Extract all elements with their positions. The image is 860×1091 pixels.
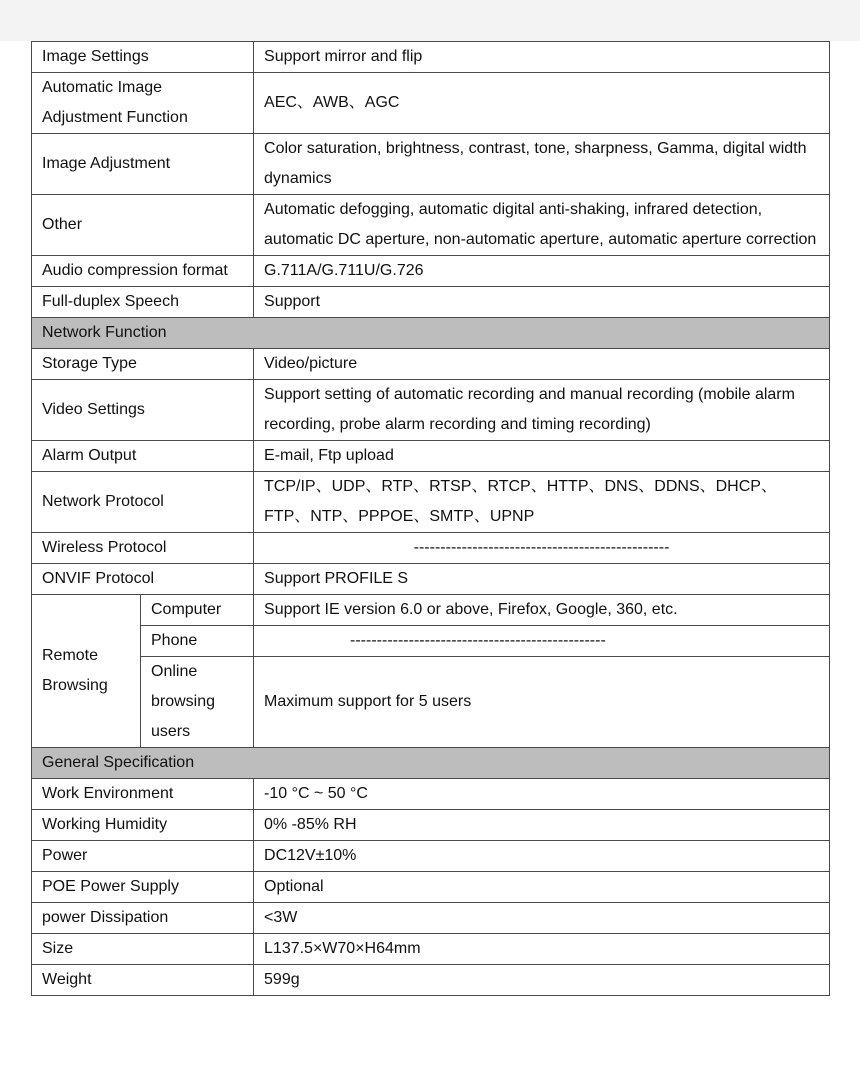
row-label: Video Settings	[32, 380, 254, 441]
row-value: <3W	[254, 903, 830, 934]
table-row	[32, 657, 830, 748]
table-row	[32, 810, 830, 841]
section-header-row	[32, 748, 830, 779]
row-label: Power	[32, 841, 254, 872]
table-row	[32, 965, 830, 996]
row-label: POE Power Supply	[32, 872, 254, 903]
sub-label: Computer	[141, 595, 254, 626]
row-value: L137.5×W70×H64mm	[254, 934, 830, 965]
sub-label: Online browsing users	[141, 657, 254, 748]
row-label: Wireless Protocol	[32, 533, 254, 564]
row-label: Automatic Image Adjustment Function	[32, 73, 254, 134]
table-row	[32, 349, 830, 380]
row-value: Support mirror and flip	[254, 42, 830, 73]
table-row	[32, 903, 830, 934]
row-value: Video/picture	[254, 349, 830, 380]
table-row	[32, 380, 830, 441]
row-value: TCP/IP、UDP、RTP、RTSP、RTCP、HTTP、DNS、DDNS、DHCP、FTP、NTP、PPPOE、SMTP、UPNP	[254, 472, 830, 533]
row-label: ONVIF Protocol	[32, 564, 254, 595]
row-value: AEC、AWB、AGC	[254, 73, 830, 134]
row-label: Image Adjustment	[32, 134, 254, 195]
table-row	[32, 195, 830, 256]
row-value: Support	[254, 287, 830, 318]
section-title: General Specification	[32, 748, 830, 779]
row-value: DC12V±10%	[254, 841, 830, 872]
row-value: Support IE version 6.0 or above, Firefox, Google, 360, etc.	[254, 595, 830, 626]
row-label: Audio compression format	[32, 256, 254, 287]
row-label: Network Protocol	[32, 472, 254, 533]
table-row	[32, 779, 830, 810]
row-value: G.711A/G.711U/G.726	[254, 256, 830, 287]
table-row	[32, 441, 830, 472]
row-value: 599g	[254, 965, 830, 996]
table-row	[32, 564, 830, 595]
table-row	[32, 872, 830, 903]
row-label: Weight	[32, 965, 254, 996]
table-row	[32, 841, 830, 872]
row-label: Other	[32, 195, 254, 256]
row-label: Size	[32, 934, 254, 965]
table-row	[32, 73, 830, 134]
remote-browsing-label: Remote Browsing	[32, 595, 141, 748]
section-title: Network Function	[32, 318, 830, 349]
row-value: -10 °C ~ 50 °C	[254, 779, 830, 810]
row-label: Image Settings	[32, 42, 254, 73]
table-row	[32, 934, 830, 965]
row-label: power Dissipation	[32, 903, 254, 934]
table-row	[32, 533, 830, 564]
row-label: Working Humidity	[32, 810, 254, 841]
row-value: Maximum support for 5 users	[254, 657, 830, 748]
row-value: Automatic defogging, automatic digital anti-shaking, infrared detection, automatic DC aperture, non-automatic aperture, automatic aperture correction	[254, 195, 830, 256]
table-row	[32, 42, 830, 73]
row-value: Support setting of automatic recording and manual recording (mobile alarm recording, probe alarm recording and timing recording)	[254, 380, 830, 441]
specification-table	[31, 41, 830, 996]
row-value: Support PROFILE S	[254, 564, 830, 595]
table-row	[32, 626, 830, 657]
row-value: 0% -85% RH	[254, 810, 830, 841]
row-value: ------------------------------------------------	[254, 626, 830, 657]
row-value: ------------------------------------------------	[254, 533, 830, 564]
table-row	[32, 472, 830, 533]
table-row	[32, 256, 830, 287]
row-value: Color saturation, brightness, contrast, tone, sharpness, Gamma, digital width dynamics	[254, 134, 830, 195]
row-value: Optional	[254, 872, 830, 903]
row-label: Full-duplex Speech	[32, 287, 254, 318]
table-row	[32, 134, 830, 195]
row-label: Storage Type	[32, 349, 254, 380]
table-row	[32, 287, 830, 318]
row-label: Alarm Output	[32, 441, 254, 472]
row-label: Work Environment	[32, 779, 254, 810]
table-row	[32, 595, 830, 626]
row-value: E-mail, Ftp upload	[254, 441, 830, 472]
section-header-row	[32, 318, 830, 349]
sub-label: Phone	[141, 626, 254, 657]
